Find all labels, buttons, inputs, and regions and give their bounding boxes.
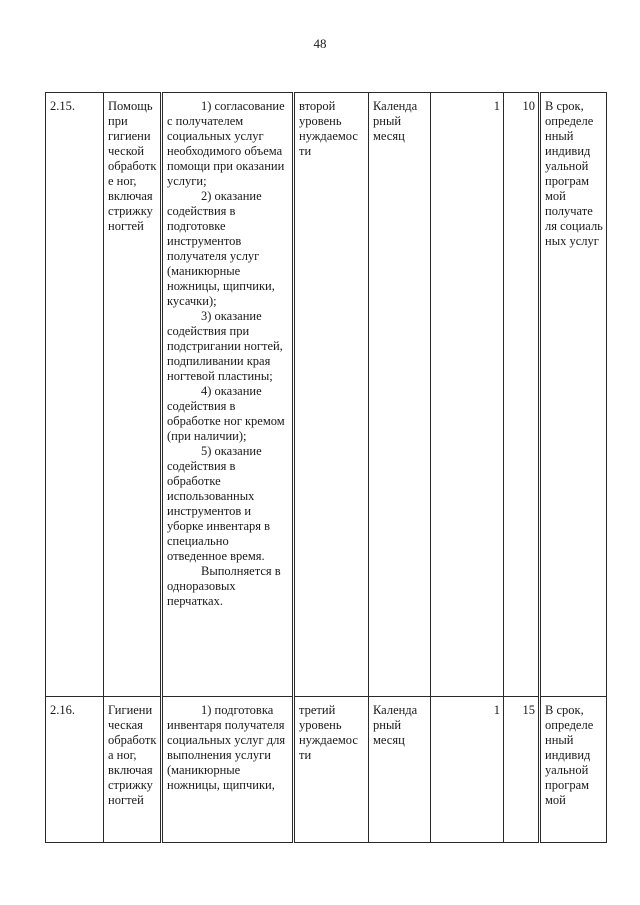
row-code: 2.16. — [46, 697, 104, 843]
page-number: 48 — [313, 36, 327, 51]
minutes: 10 — [504, 93, 540, 697]
content-item: 1) подготовка инвентаря получателя социальных услуг для выполнения услуги (маникюрные ножницы, щипчики, — [167, 703, 286, 792]
row-code: 2.15. — [46, 93, 104, 697]
minutes: 15 — [504, 697, 540, 843]
service-name: Гигиени ческая обработк а ног, включая стрижку ногтей — [104, 697, 162, 843]
need-level: третий уровень нуждаемос ти — [294, 697, 369, 843]
content-item: 4) оказание содействия в обработке ног кремом (при наличии); — [167, 384, 285, 443]
services-table — [45, 92, 607, 843]
count: 1 — [431, 93, 504, 697]
service-name: Помощь при гигиени ческой обработк е ног, включая стрижку ногтей — [104, 93, 162, 697]
content-item: 3) оказание содействия при подстригании ногтей, подпиливании края ногтевой пластины; — [167, 309, 283, 383]
service-content — [162, 697, 294, 843]
period: Календа рный месяц — [369, 93, 431, 697]
deadline: В срок, определе нный индивид уальной програм мой получате ля социаль ных услуг — [540, 93, 607, 697]
table-row — [46, 93, 607, 697]
deadline: В срок, определе нный индивид уальной програм мой — [540, 697, 607, 843]
count: 1 — [431, 697, 504, 843]
content-item: 5) оказание содействия в обработке использованных инструментов и уборке инвентаря в специально отведенное время. — [167, 444, 271, 563]
content-item: 1) согласование с получателем социальных услуг необходимого объема помощи при оказании услуги; — [167, 99, 285, 188]
period: Календа рный месяц — [369, 697, 431, 843]
table-row — [46, 697, 607, 843]
need-level: второй уровень нуждаемос ти — [294, 93, 369, 697]
content-item: 2) оказание содействия в подготовке инструментов получателя услуг (маникюрные ножницы, щипчики, кусачки); — [167, 189, 275, 308]
service-content — [162, 93, 294, 697]
content-item: Выполняется в одноразовых перчатках. — [167, 564, 281, 608]
